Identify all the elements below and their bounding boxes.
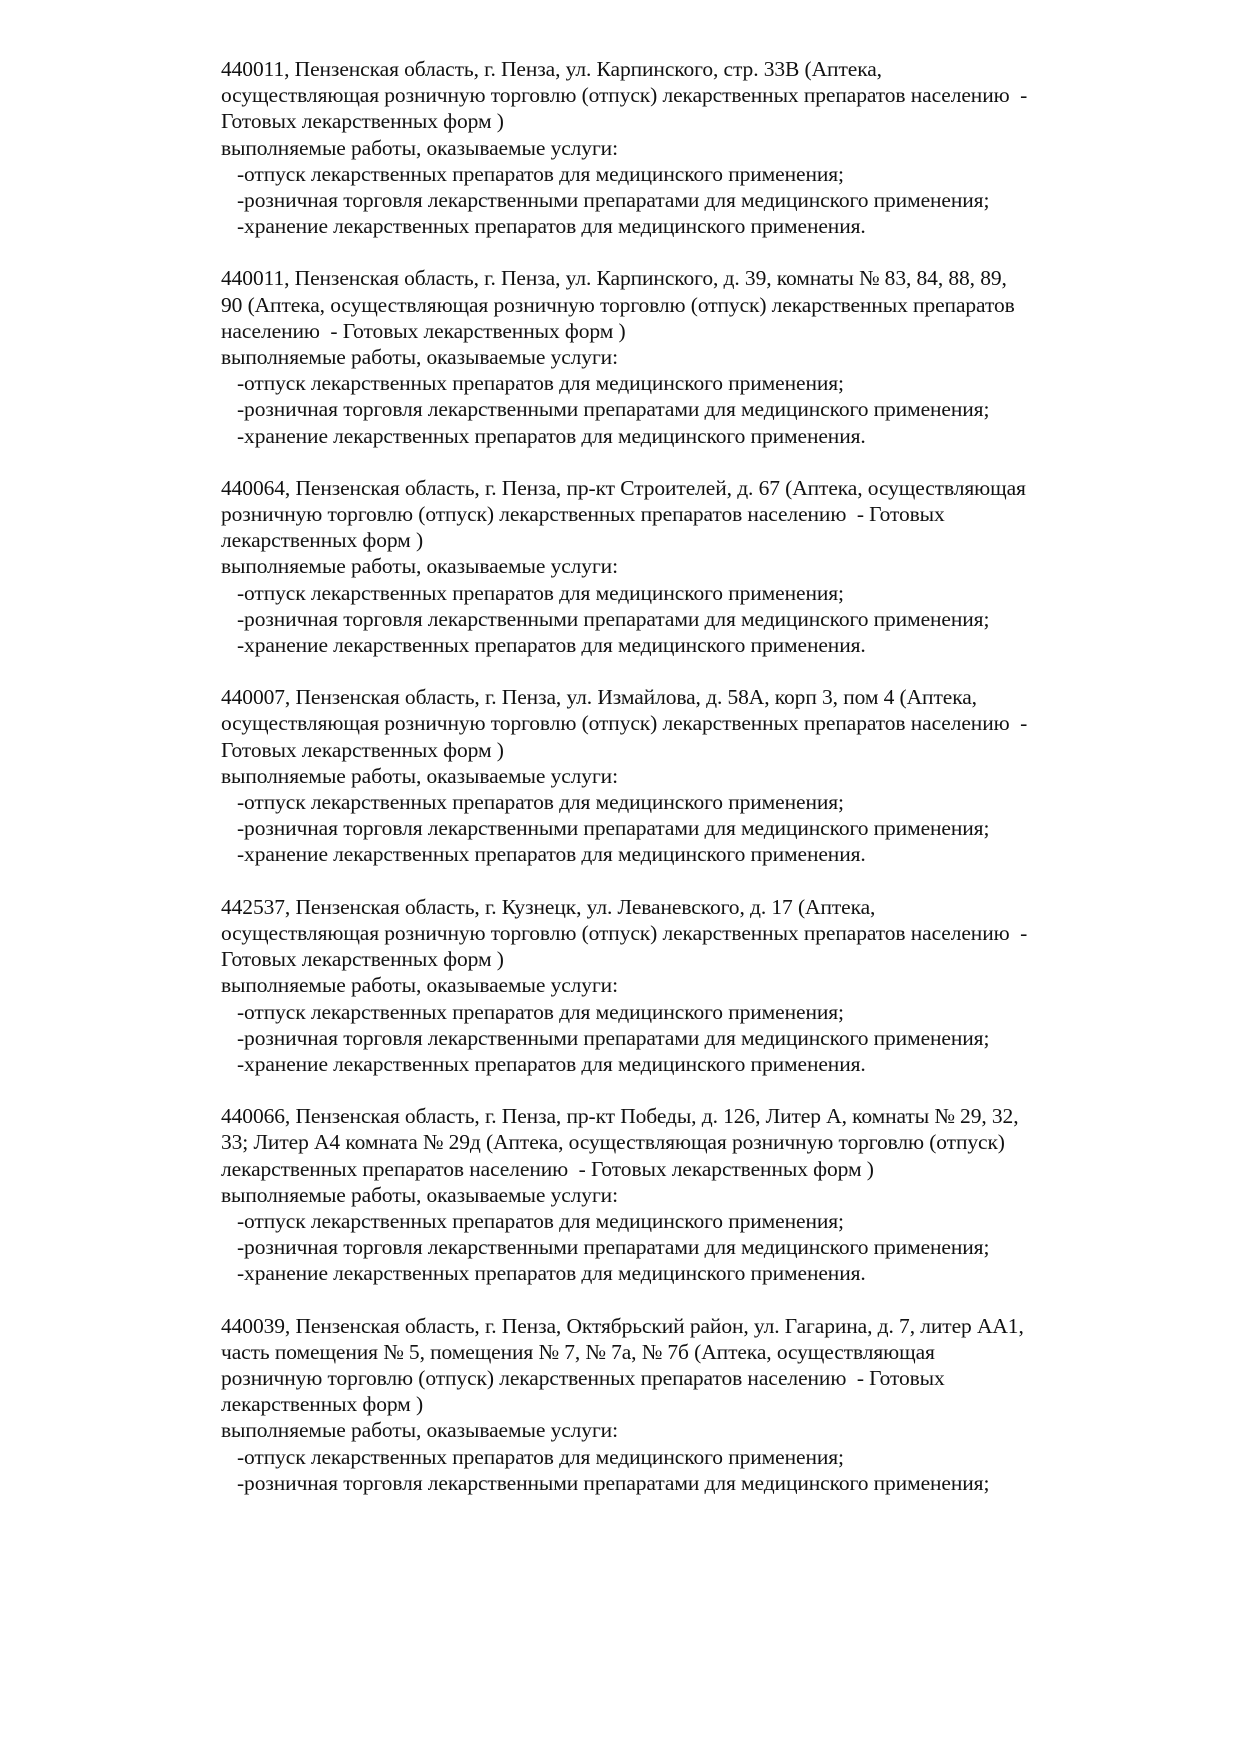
service-item: -отпуск лекарственных препаратов для медицинского применения;	[237, 1444, 844, 1469]
service-item: -розничная торговля лекарственными препаратами для медицинского применения;	[237, 1470, 990, 1495]
pharmacy-entry	[221, 475, 1221, 658]
service-item: -отпуск лекарственных препаратов для медицинского применения;	[237, 1208, 844, 1233]
service-item: -розничная торговля лекарственными препаратами для медицинского применения;	[237, 1025, 990, 1050]
service-item: -хранение лекарственных препаратов для медицинского применения.	[237, 1051, 866, 1076]
service-item: -розничная торговля лекарственными препаратами для медицинского применения;	[237, 1235, 990, 1260]
service-item: -розничная торговля лекарственными препаратами для медицинского применения;	[237, 188, 990, 213]
service-item: -хранение лекарственных препаратов для медицинского применения.	[237, 842, 866, 867]
services-header: выполняемые работы, оказываемые услуги:	[221, 345, 618, 370]
address-line: 440011, Пензенская область, г. Пенза, ул. Карпинского, д. 39, комнаты № 83, 84, 88, 89,	[221, 266, 1007, 291]
address-line: 33; Литер А4 комната № 29д (Аптека, осуществляющая розничную торговлю (отпуск)	[221, 1130, 1005, 1155]
pharmacy-entry	[221, 684, 1221, 867]
service-item: -хранение лекарственных препаратов для медицинского применения.	[237, 423, 866, 448]
service-item: -отпуск лекарственных препаратов для медицинского применения;	[237, 371, 844, 396]
services-header: выполняемые работы, оказываемые услуги:	[221, 973, 618, 998]
address-line: 440007, Пензенская область, г. Пенза, ул. Измайлова, д. 58А, корп 3, пом 4 (Аптека,	[221, 685, 977, 710]
services-header: выполняемые работы, оказываемые услуги:	[221, 1418, 618, 1443]
address-line: 440039, Пензенская область, г. Пенза, Октябрьский район, ул. Гагарина, д. 7, литер АА1,	[221, 1313, 1024, 1338]
address-line: Готовых лекарственных форм )	[221, 737, 504, 762]
address-line: лекарственных форм )	[221, 1392, 424, 1417]
address-line: населению - Готовых лекарственных форм )	[221, 318, 626, 343]
pharmacy-entry	[221, 1313, 1221, 1496]
address-line: лекарственных препаратов населению - Готовых лекарственных форм )	[221, 1156, 874, 1181]
address-line: 442537, Пензенская область, г. Кузнецк, ул. Леваневского, д. 17 (Аптека,	[221, 894, 876, 919]
pharmacy-entry	[221, 894, 1221, 1077]
service-item: -хранение лекарственных препаратов для медицинского применения.	[237, 1261, 866, 1286]
service-item: -отпуск лекарственных препаратов для медицинского применения;	[237, 999, 844, 1024]
service-item: -отпуск лекарственных препаратов для медицинского применения;	[237, 161, 844, 186]
service-item: -отпуск лекарственных препаратов для медицинского применения;	[237, 580, 844, 605]
pharmacy-entry	[221, 56, 1221, 239]
address-line: осуществляющая розничную торговлю (отпуск) лекарственных препаратов населению -	[221, 920, 1028, 945]
service-item: -розничная торговля лекарственными препаратами для медицинского применения;	[237, 816, 990, 841]
services-header: выполняемые работы, оказываемые услуги:	[221, 135, 618, 160]
address-line: розничную торговлю (отпуск) лекарственных препаратов населению - Готовых	[221, 1365, 945, 1390]
service-item: -отпуск лекарственных препаратов для медицинского применения;	[237, 790, 844, 815]
address-line: 90 (Аптека, осуществляющая розничную торговлю (отпуск) лекарственных препаратов	[221, 292, 1015, 317]
address-line: 440066, Пензенская область, г. Пенза, пр-кт Победы, д. 126, Литер А, комнаты № 29, 32,	[221, 1104, 1019, 1129]
services-header: выполняемые работы, оказываемые услуги:	[221, 763, 618, 788]
address-line: лекарственных форм )	[221, 528, 424, 553]
address-line: Готовых лекарственных форм )	[221, 109, 504, 134]
address-line: 440011, Пензенская область, г. Пенза, ул. Карпинского, стр. 33В (Аптека,	[221, 57, 882, 81]
service-item: -розничная торговля лекарственными препаратами для медицинского применения;	[237, 606, 990, 631]
service-item: -хранение лекарственных препаратов для медицинского применения.	[237, 633, 866, 658]
address-line: часть помещения № 5, помещения № 7, № 7а, № 7б (Аптека, осуществляющая	[221, 1339, 935, 1364]
pharmacy-entry	[221, 1103, 1221, 1286]
pharmacy-entry	[221, 265, 1221, 448]
services-header: выполняемые работы, оказываемые услуги:	[221, 1182, 618, 1207]
address-line: 440064, Пензенская область, г. Пенза, пр-кт Строителей, д. 67 (Аптека, осуществляющая	[221, 475, 1026, 500]
address-line: розничную торговлю (отпуск) лекарственных препаратов населению - Готовых	[221, 502, 945, 527]
service-item: -хранение лекарственных препаратов для медицинского применения.	[237, 214, 866, 239]
document-page	[221, 56, 1221, 1522]
address-line: осуществляющая розничную торговлю (отпуск) лекарственных препаратов населению -	[221, 711, 1028, 736]
services-header: выполняемые работы, оказываемые услуги:	[221, 554, 618, 579]
address-line: Готовых лекарственных форм )	[221, 947, 504, 972]
service-item: -розничная торговля лекарственными препаратами для медицинского применения;	[237, 397, 990, 422]
address-line: осуществляющая розничную торговлю (отпуск) лекарственных препаратов населению -	[221, 83, 1028, 108]
